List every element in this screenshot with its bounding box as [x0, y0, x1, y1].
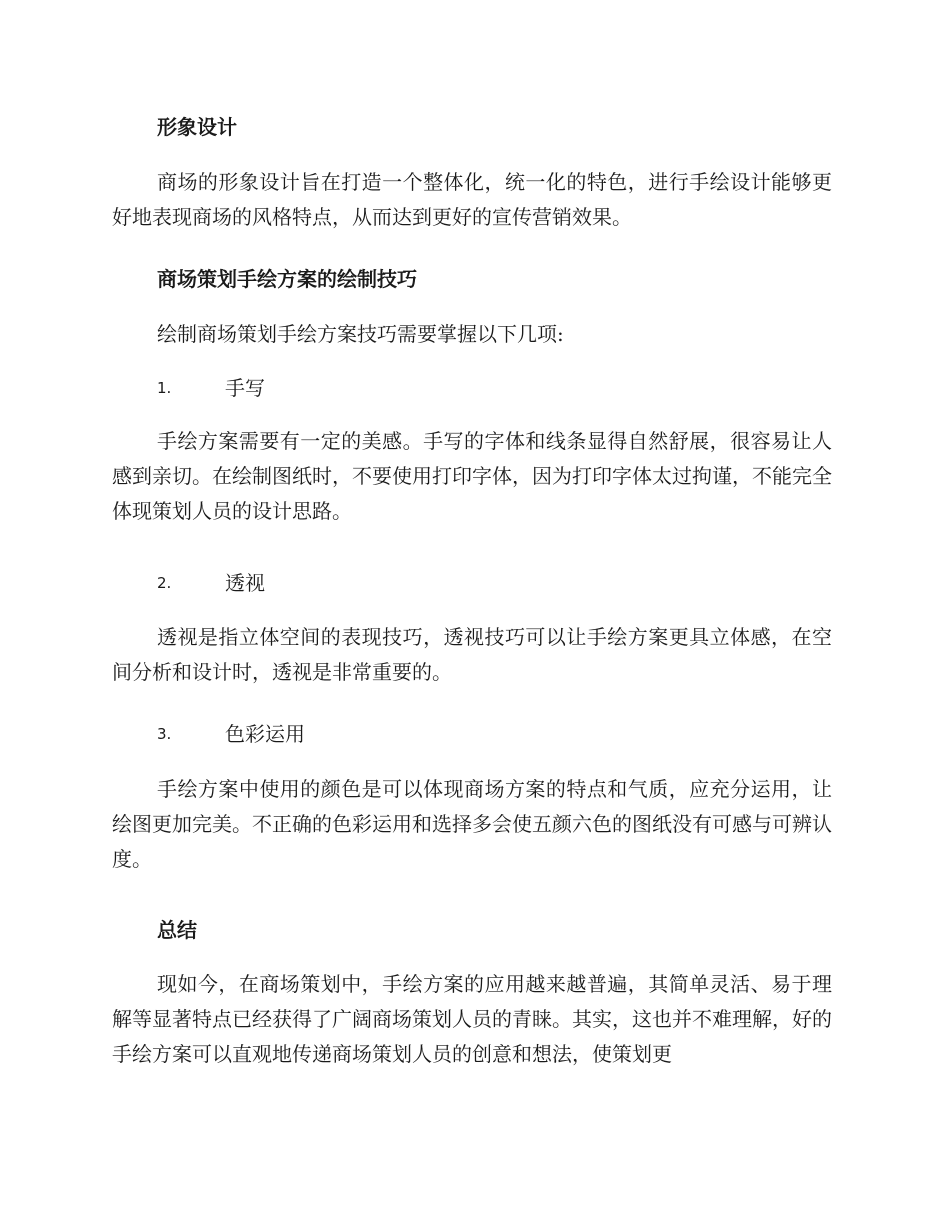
list-item-3	[157, 717, 757, 752]
list-title: 手写	[225, 376, 265, 400]
paragraph-color-usage: 手绘方案中使用的颜色是可以体现商场方案的特点和气质，应充分运用，让绘图更加完美。不正确的色彩运用和选择多会使五颜六色的图纸没有可感与可辨认度。	[112, 777, 832, 871]
heading-summary: 总结	[157, 918, 197, 942]
heading-image-design: 形象设计	[157, 115, 237, 139]
list-number: 2.	[157, 574, 172, 592]
list-number: 3.	[157, 725, 172, 743]
list-item-2	[157, 566, 757, 601]
list-item-1	[157, 371, 757, 406]
list-number: 1.	[157, 379, 172, 397]
paragraph-summary: 现如今，在商场策划中，手绘方案的应用越来越普遍，其简单灵活、易于理解等显著特点已经获得了广阔商场策划人员的青睐。其实，这也并不难理解，好的手绘方案可以直观地传递商场策划人员的创意和想法，使策划更	[112, 972, 832, 1066]
list-title: 透视	[225, 571, 265, 595]
list-title: 色彩运用	[225, 722, 305, 746]
paragraph-handwriting: 手绘方案需要有一定的美感。手写的字体和线条显得自然舒展，很容易让人感到亲切。在绘制图纸时，不要使用打印字体，因为打印字体太过拘谨，不能完全体现策划人员的设计思路。	[112, 429, 832, 523]
paragraph-perspective: 透视是指立体空间的表现技巧，透视技巧可以让手绘方案更具立体感，在空间分析和设计时，透视是非常重要的。	[112, 625, 832, 684]
paragraph-image-design: 商场的形象设计旨在打造一个整体化，统一化的特色，进行手绘设计能够更好地表现商场的风格特点，从而达到更好的宣传营销效果。	[112, 170, 832, 229]
paragraph-techniques-intro: 绘制商场策划手绘方案技巧需要掌握以下几项:	[157, 322, 564, 346]
heading-techniques: 商场策划手绘方案的绘制技巧	[157, 267, 417, 291]
